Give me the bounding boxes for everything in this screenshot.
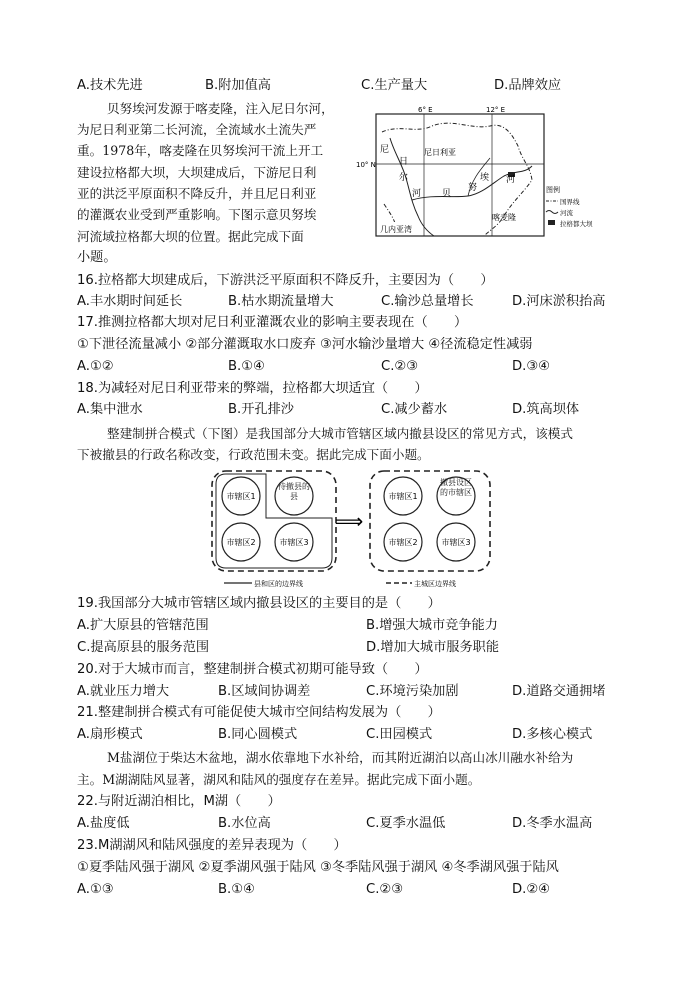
q16-option-b: B.枯水期流量增大	[228, 294, 334, 309]
q20-stem: 20.对于大城市而言，整建制拼合模式初期可能导致（ ）	[77, 662, 428, 677]
right-district-2: 市辖区2	[388, 538, 418, 547]
q22-option-b: B.水位高	[218, 816, 271, 831]
transform-arrow: ⟹	[334, 509, 364, 533]
left-district-2: 市辖区2	[226, 538, 256, 547]
q22-option-a: A.盐度低	[77, 816, 130, 831]
niger-label: 尔	[399, 173, 409, 183]
lon-label-6e: 6° E	[418, 106, 433, 114]
q17-options	[0, 357, 695, 377]
legend-river-symbol	[546, 211, 558, 214]
passage-line: 整建制拼合模式（下图）是我国部分大城市管辖区域内撤县设区的常见方式，该模式	[107, 426, 573, 441]
q21-options	[0, 725, 695, 745]
q15-option-a: A.技术先进	[77, 78, 143, 93]
gulf-label: 几内亚湾	[380, 225, 412, 234]
q17-option-d: D.③④	[512, 359, 550, 374]
q18-option-a: A.集中泄水	[77, 402, 143, 417]
q16-option-d: D.河床淤积抬高	[512, 294, 606, 309]
niger-label: 尼	[380, 145, 390, 155]
legend-dam-label: 拉格都大坝	[560, 220, 593, 228]
q21-option-a: A.扇形模式	[77, 727, 143, 742]
left-county-label-wrap	[276, 482, 312, 510]
passage-line: 的灌溉农业受到严重影响。下图示意贝努埃	[77, 207, 317, 222]
q23-option-d: D.②④	[512, 882, 550, 897]
legend-river-label: 河流	[560, 209, 573, 217]
q22-options	[0, 814, 695, 834]
q18-option-d: D.筑高坝体	[512, 402, 580, 417]
right-district-3: 市辖区3	[441, 538, 471, 547]
q20-option-a: A.就业压力增大	[77, 684, 170, 699]
right-new-district-label: 撤县设区的市辖区	[440, 478, 472, 497]
q23-option-a: A.①③	[77, 882, 114, 897]
passage-line: 建设拉格都大坝，大坝建成后，下游尼日利	[77, 165, 317, 180]
right-new-district-wrap	[440, 478, 472, 514]
q18-options	[0, 400, 695, 420]
q17-option-a: A.①②	[77, 359, 114, 374]
q18-stem: 18.为减轻对尼日利亚带来的弊端，拉格都大坝适宜（ ）	[77, 381, 428, 396]
benue-label: 河	[506, 175, 516, 185]
lon-label-12e: 12° E	[486, 106, 506, 114]
q17-items: ①下泄径流量减小 ②部分灌溉取水口废弃 ③河水输沙量增大 ④径流稳定性减弱	[77, 337, 533, 352]
q23-option-b: B.①④	[218, 882, 255, 897]
q22-option-d: D.冬季水温高	[512, 816, 593, 831]
benue-label: 埃	[480, 173, 490, 183]
left-county-label: 待撤县的县	[278, 482, 310, 501]
q20-option-b: B.区域间协调差	[218, 684, 311, 699]
q19-option-d: D.增加大城市服务职能	[366, 640, 500, 655]
passage-line: 小题。	[77, 250, 117, 265]
legend-dam-symbol	[548, 220, 555, 225]
q16-option-a: A.丰水期时间延长	[77, 294, 183, 309]
passage-line: M盐湖位于柴达木盆地，湖水依靠地下水补给，而其附近湖泊以高山冰川融水补给为	[107, 750, 574, 765]
q18-option-b: B.开孔排沙	[228, 402, 294, 417]
q20-option-c: C.环境污染加剧	[366, 684, 459, 699]
urban-boundary-left	[212, 471, 336, 571]
passage-line: 重。1978年，喀麦隆在贝努埃河干流上开工	[77, 143, 324, 158]
benue-river-map	[356, 104, 593, 240]
q22-stem: 22.与附近湖泊相比，M湖（ ）	[77, 794, 281, 809]
passage-line: 下被撤县的行政名称改变，行政范围未变。据此完成下面小题。	[77, 447, 430, 462]
right-district-1: 市辖区1	[388, 492, 418, 501]
q20-options	[0, 682, 695, 702]
q23-stem: 23.M湖湖风和陆风强度的差异表现为（ ）	[77, 838, 347, 853]
q16-option-c: C.输沙总量增长	[381, 294, 474, 309]
q23-items: ①夏季陆风强于湖风 ②夏季湖风强于陆风 ③冬季陆风强于湖风 ④冬季湖风强于陆风	[77, 860, 559, 875]
passage-line: 主。M湖湖陆风显著，湖风和陆风的强度存在差异。据此完成下面小题。	[77, 772, 481, 787]
q17-option-c: C.②③	[381, 359, 419, 374]
q23-options	[0, 880, 695, 900]
benue-label: 努	[468, 183, 478, 193]
left-district-1: 市辖区1	[226, 492, 256, 501]
passage-line: 贝努埃河发源于喀麦隆，注入尼日尔河，	[107, 101, 334, 116]
q18-option-c: C.减少蓄水	[381, 402, 448, 417]
q15-option-c: C.生产量大	[361, 78, 428, 93]
q16-options	[0, 292, 695, 312]
legend-title: 图例	[546, 186, 560, 194]
q21-option-d: D.多核心模式	[512, 727, 593, 742]
merger-mode-diagram	[206, 468, 496, 590]
lat-label-10n: 10° N	[356, 161, 376, 169]
q17-option-b: B.①④	[228, 359, 265, 374]
q16-stem: 16.拉格都大坝建成后，下游洪泛平原面积不降反升，主要因为（ ）	[77, 273, 494, 288]
cameroon-label: 喀麦隆	[492, 213, 516, 222]
q15-option-d: D.品牌效应	[494, 78, 562, 93]
q22-option-c: C.夏季水温低	[366, 816, 446, 831]
legend-solid-label: 县和区的边界线	[254, 580, 303, 588]
passage-line: 亚的洪泛平原面积不降反升，并且尼日利亚	[77, 186, 317, 201]
niger-label: 日	[399, 157, 409, 167]
q21-stem: 21.整建制拼合模式有可能促使大城市空间结构发展为（ ）	[77, 705, 441, 720]
legend-dashed-label: 主城区边界线	[414, 580, 456, 588]
q15-option-b: B.附加值高	[205, 78, 271, 93]
q19-option-c: C.提高原县的服务范围	[77, 640, 210, 655]
q17-stem: 17.推测拉格都大坝对尼日利亚灌溉农业的影响主要表现在（ ）	[77, 315, 468, 330]
niger-label: 河	[412, 189, 422, 199]
q21-option-b: B.同心圆模式	[218, 727, 298, 742]
passage-line: 为尼日利亚第二长河流，全流域水土流失严	[77, 122, 317, 137]
q23-option-c: C.②③	[366, 882, 404, 897]
q19-stem: 19.我国部分大城市管辖区域内撤县设区的主要目的是（ ）	[77, 596, 441, 611]
legend-border-label: 国界线	[560, 198, 580, 206]
q20-option-d: D.道路交通拥堵	[512, 684, 606, 699]
q19-option-a: A.扩大原县的管辖范围	[77, 618, 209, 633]
q21-option-c: C.田园模式	[366, 727, 433, 742]
nigeria-label: 尼日利亚	[424, 148, 456, 157]
county-district-boundary-left	[216, 474, 332, 568]
q15-options	[0, 76, 695, 96]
benue-label: 贝	[442, 189, 452, 199]
q19-option-b: B.增强大城市竞争能力	[366, 618, 498, 633]
passage-line: 河流域拉格都大坝的位置。据此完成下面	[77, 229, 304, 244]
left-district-3: 市辖区3	[279, 538, 309, 547]
